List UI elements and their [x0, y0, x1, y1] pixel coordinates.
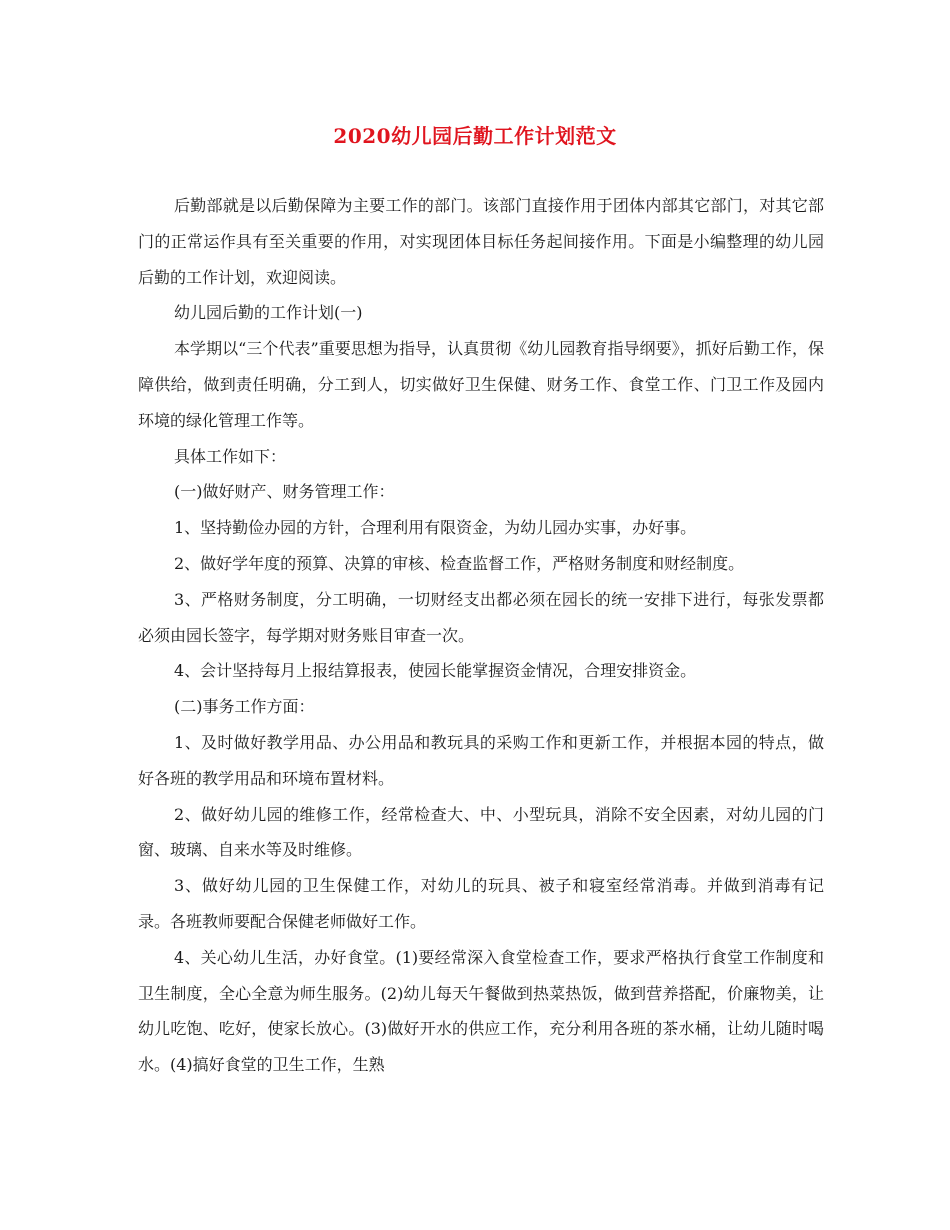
- document-title: 2020幼儿园后勤工作计划范文: [333, 124, 617, 148]
- finance-item-1: 1、坚持勤俭办园的方针，合理利用有限资金，为幼儿园办实事，办好事。: [174, 518, 697, 538]
- specific-work-heading: 具体工作如下：: [174, 446, 287, 466]
- subsection-heading-affairs: (二)事务工作方面：: [174, 697, 315, 717]
- affairs-item-4: 4、关心幼儿生活，办好食堂。(1)要经常深入食堂检查工作，要求严格执行食堂工作制度和卫生制度，全心全意为师生服务。(2)幼儿每天午餐做到热菜热饭，做到营养搭配，价廉物美，让幼儿吃饱、吃好，使家长放心。(3)做好开水的供应工作，充分利用各班的茶水桶，让幼儿随时喝水。(4)搞好食堂的卫生工作，生熟: [138, 947, 824, 1075]
- guiding-principle-paragraph: 本学期以“三个代表”重要思想为指导，认真贯彻《幼儿园教育指导纲要》，抓好后勤工作，保障供给，做到责任明确，分工到人，切实做好卫生保健、财务工作、食堂工作、门卫工作及园内环境的绿化管理工作等。: [138, 339, 824, 430]
- affairs-item-1: 1、及时做好教学用品、办公用品和教玩具的采购工作和更新工作，并根据本园的特点，做好各班的教学用品和环境布置材料。: [138, 732, 824, 788]
- affairs-item-3: 3、做好幼儿园的卫生保健工作，对幼儿的玩具、被子和寝室经常消毒。并做到消毒有记录。各班教师要配合保健老师做好工作。: [138, 876, 824, 931]
- finance-item-3: 3、严格财务制度，分工明确，一切财经支出都必须在园长的统一安排下进行，每张发票都必须由园长签字，每学期对财务账目审查一次。: [138, 589, 824, 645]
- intro-paragraph: 后勤部就是以后勤保障为主要工作的部门。该部门直接作用于团体内部其它部门，对其它部门的正常运作具有至关重要的作用，对实现团体目标任务起间接作用。下面是小编整理的幼儿园后勤的工作计划，欢迎阅读。: [138, 196, 824, 287]
- subsection-heading-finance: (一)做好财产、财务管理工作：: [174, 482, 395, 502]
- finance-item-2: 2、做好学年度的预算、决算的审核、检查监督工作，严格财务制度和财经制度。: [174, 553, 745, 573]
- affairs-item-2: 2、做好幼儿园的维修工作，经常检查大、中、小型玩具，消除不安全因素，对幼儿园的门窗、玻璃、自来水等及时维修。: [138, 804, 824, 860]
- section-heading-plan-one: 幼儿园后勤的工作计划(一): [174, 303, 363, 323]
- document-body: [138, 188, 824, 1083]
- finance-item-4: 4、会计坚持每月上报结算报表，使园长能掌握资金情况，合理安排资金。: [174, 661, 697, 681]
